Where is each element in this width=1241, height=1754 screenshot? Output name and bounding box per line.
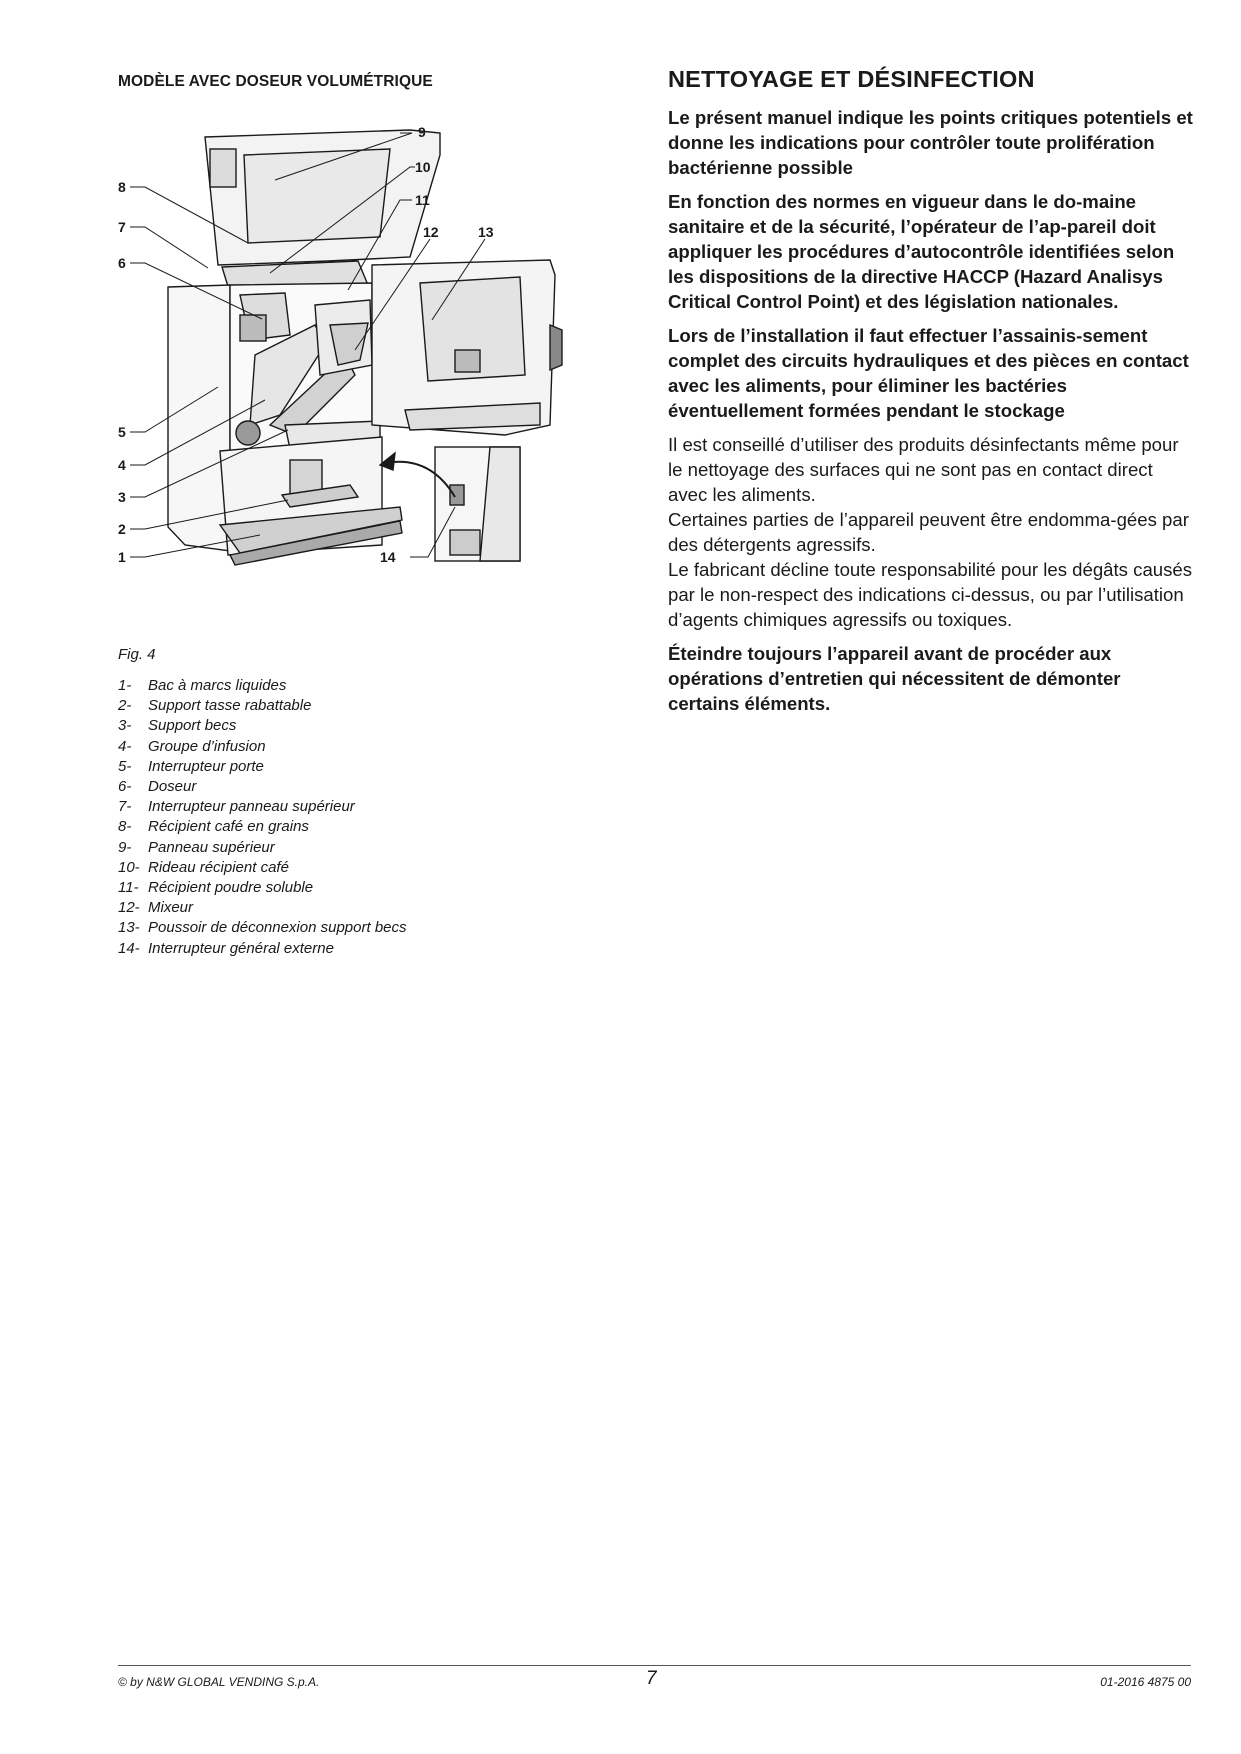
legend-number: 2- [118, 697, 132, 715]
legend-item [118, 817, 407, 837]
legend-text: Récipient café en grains [148, 818, 309, 836]
footer-copyright: © by N&W GLOBAL VENDING S.p.A. [118, 1675, 320, 1689]
callout-number: 10 [415, 159, 431, 175]
section-title: NETTOYAGE ET DÉSINFECTION [668, 66, 1035, 92]
callout-number: 13 [478, 224, 494, 240]
callout-number: 8 [118, 179, 126, 195]
legend-text: Support becs [148, 717, 237, 735]
legend-text: Groupe d’infusion [148, 737, 266, 755]
legend-number: 1- [118, 677, 132, 694]
figure-legend [118, 676, 407, 959]
page-number: 7 [646, 1668, 657, 1689]
machine-diagram [110, 125, 630, 645]
callout-number: 14 [380, 549, 396, 565]
callout-number: 1 [118, 549, 126, 565]
legend-text: Rideau récipient café [148, 858, 289, 876]
document-code: 01-2016 4875 00 [1100, 1675, 1191, 1689]
warning-paragraph: Éteindre toujours l’appareil avant de procéder aux opérations d’entretien qui nécessitent de démonter certains éléments. [668, 643, 1121, 714]
legend-number: 12- [118, 899, 140, 917]
legend-number: 8- [118, 818, 132, 836]
footer-divider [118, 1665, 1191, 1666]
legend-item [118, 676, 407, 696]
legend-item [118, 757, 407, 777]
legend-item [118, 737, 407, 757]
legend-number: 3- [118, 717, 132, 735]
legend-item [118, 716, 407, 736]
legend-item [118, 797, 407, 817]
haccp-paragraph: En fonction des normes en vigueur dans le do-maine sanitaire et de la sécurité, l’opérateur de l’ap-pareil doit appliquer les procédures d’autocontrôle identifiées selon les dispositions de la directive HACCP (Hazard Analisys Critical Control Point) et des législation nationales. [668, 191, 1175, 312]
legend-number: 14- [118, 939, 140, 957]
intro-paragraph: Le présent manuel indique les points critiques potentiels et donne les indications pour contrôler toute prolifération bactérienne possible [668, 107, 1193, 178]
disinfectant-paragraph: Il est conseillé d’utiliser des produits désinfectants même pour le nettoyage des surfaces qui ne sont pas en contact direct avec les aliments. [668, 434, 1179, 505]
callout-number: 12 [423, 224, 439, 240]
legend-text: Poussoir de déconnexion support becs [148, 919, 407, 937]
legend-item [118, 838, 407, 858]
legend-item [118, 939, 407, 959]
legend-number: 4- [118, 737, 132, 755]
legend-text: Panneau supérieur [148, 838, 275, 856]
legend-item [118, 878, 407, 898]
legend-number: 10- [118, 858, 140, 876]
legend-item [118, 858, 407, 878]
legend-text: Interrupteur porte [148, 757, 264, 775]
legend-item [118, 898, 407, 918]
legend-number: 7- [118, 798, 132, 816]
legend-text: Interrupteur général externe [148, 939, 334, 957]
liability-paragraph: Le fabricant décline toute responsabilité pour les dégâts causés par le non-respect des indications ci-dessus, ou par l’utilisation d’agents chimiques agressifs ou toxiques. [668, 559, 1193, 630]
legend-item [118, 777, 407, 797]
callout-number: 4 [118, 457, 126, 473]
cleaning-section [668, 66, 1193, 725]
installation-paragraph: Lors de l’installation il faut effectuer l’assainis-sement complet des circuits hydrauliques et des pièces en contact avec les aliments, pour éliminer les bactéries éventuellement formées pendant le stockage [668, 325, 1189, 421]
legend-text: Doseur [148, 778, 197, 796]
legend-text: Bac à marcs liquides [148, 677, 287, 694]
callout-number: 3 [118, 489, 126, 505]
legend-item [118, 696, 407, 716]
section-heading: MODÈLE AVEC DOSEUR VOLUMÉTRIQUE [118, 73, 433, 90]
legend-number: 5- [118, 757, 132, 775]
legend-text: Support tasse rabattable [148, 697, 312, 715]
legend-text: Interrupteur panneau supérieur [148, 798, 355, 816]
legend-number: 13- [118, 919, 140, 937]
callout-number: 6 [118, 255, 126, 271]
legend-text: Mixeur [148, 899, 194, 917]
detergent-paragraph: Certaines parties de l’appareil peuvent être endomma-gées par des détergents agressifs. [668, 509, 1189, 555]
callout-number: 7 [118, 219, 126, 235]
callout-number: 2 [118, 521, 126, 537]
legend-item [118, 918, 407, 938]
legend-text: Récipient poudre soluble [148, 879, 314, 897]
legend-number: 11- [118, 879, 139, 897]
figure-caption: Fig. 4 [118, 646, 156, 663]
callout-number: 9 [418, 125, 426, 140]
callout-number: 11 [415, 192, 430, 208]
legend-number: 9- [118, 838, 132, 856]
callout-number: 5 [118, 424, 126, 440]
legend-number: 6- [118, 778, 132, 796]
